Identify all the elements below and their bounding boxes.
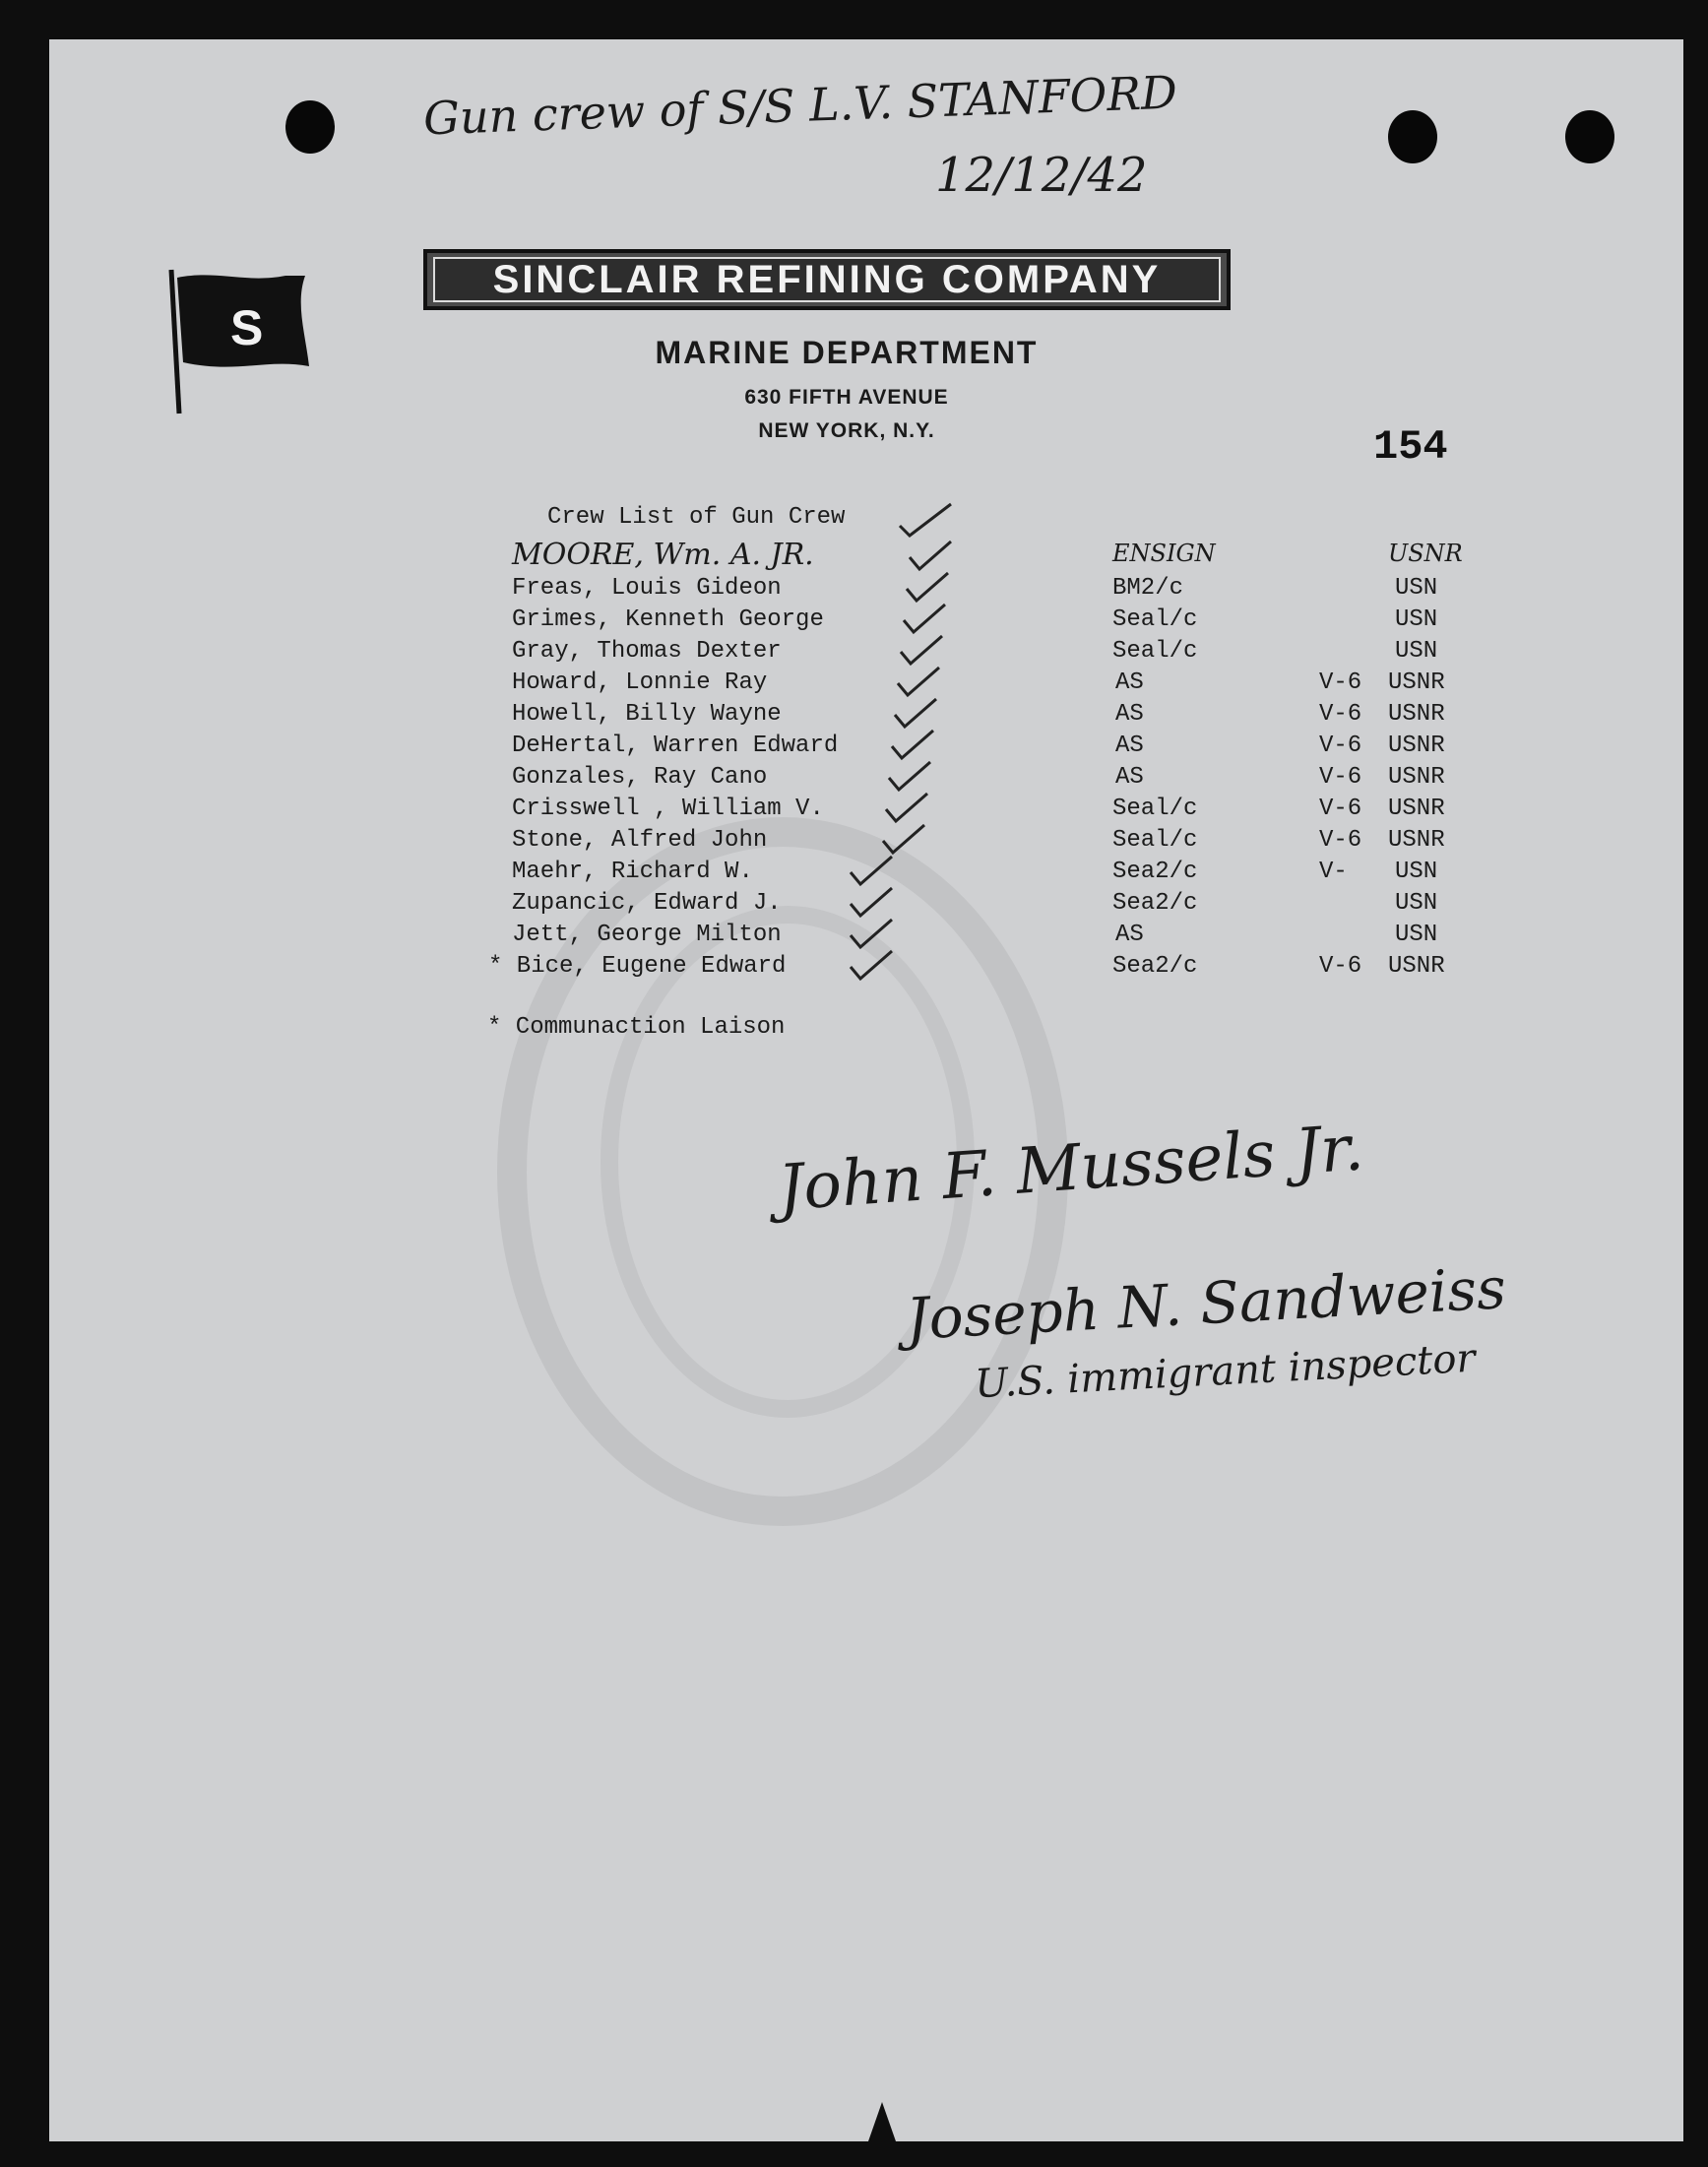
- crew-rate: Seal/c: [1112, 796, 1198, 822]
- signature-2: Joseph N. Sandweiss: [904, 1254, 1508, 1353]
- crew-unit: V-6: [1319, 669, 1362, 696]
- checkmark-icon: [847, 884, 896, 920]
- crew-name: Gonzales, Ray Cano: [512, 764, 768, 791]
- crew-service: USN: [1395, 859, 1438, 885]
- crew-service: USNR: [1388, 953, 1445, 980]
- checkmark-icon: [882, 790, 931, 825]
- checkmark-icon: [879, 821, 928, 857]
- punch-hole-right-1: [1388, 110, 1437, 163]
- crew-service: USN: [1395, 575, 1438, 602]
- crew-name: MOORE, Wm. A. JR.: [512, 538, 814, 572]
- crew-rate: Seal/c: [1112, 606, 1198, 633]
- checkmark-icon: [894, 664, 943, 699]
- crew-name: Stone, Alfred John: [512, 827, 768, 854]
- footnote: * Communaction Laison: [487, 1014, 786, 1041]
- checkmark-icon: [906, 538, 955, 573]
- crew-rate: Sea2/c: [1112, 953, 1198, 980]
- crew-name: Jett, George Milton: [512, 922, 782, 948]
- crew-rate: AS: [1115, 922, 1144, 948]
- crew-service: USNR: [1388, 540, 1463, 567]
- crew-unit: V-6: [1319, 701, 1362, 728]
- crew-name: Zupancic, Edward J.: [512, 890, 782, 917]
- punch-hole-right-2: [1565, 110, 1614, 163]
- crew-rate: AS: [1115, 733, 1144, 759]
- crew-service: USNR: [1388, 669, 1445, 696]
- address-line-1: 630 FIFTH AVENUE: [744, 386, 949, 409]
- crew-service: USNR: [1388, 827, 1445, 854]
- flag-icon: [158, 264, 354, 421]
- address-line-2: NEW YORK, N.Y.: [758, 419, 935, 442]
- crew-service: USNR: [1388, 733, 1445, 759]
- crew-name: Grimes, Kenneth George: [512, 606, 824, 633]
- checkmark-icon: [888, 727, 937, 762]
- signature-1: John F. Mussels Jr.: [776, 1112, 1366, 1226]
- punch-hole-left: [285, 100, 335, 154]
- handwritten-title: Gun crew of S/S L.V. STANFORD: [422, 65, 1178, 146]
- checkmark-icon: [903, 569, 952, 605]
- crew-unit: V-6: [1319, 953, 1362, 980]
- crew-unit: V-: [1319, 859, 1348, 885]
- crew-name: * Bice, Eugene Edward: [488, 953, 787, 980]
- crew-name: DeHertal, Warren Edward: [512, 733, 839, 759]
- crew-service: USN: [1395, 922, 1438, 948]
- checkmark-icon: [847, 853, 896, 888]
- list-title: Crew List of Gun Crew: [547, 504, 846, 531]
- crew-name: Crisswell , William V.: [512, 796, 824, 822]
- crew-name: Maehr, Richard W.: [512, 859, 753, 885]
- crew-rate: BM2/c: [1112, 575, 1184, 602]
- checkmark-icon: [900, 601, 949, 636]
- company-banner: [423, 249, 1231, 310]
- crew-rate: Seal/c: [1112, 827, 1198, 854]
- crew-name: Freas, Louis Gideon: [512, 575, 782, 602]
- department-name: MARINE DEPARTMENT: [655, 335, 1039, 370]
- signature-2-title: U.S. immigrant inspector: [974, 1335, 1477, 1408]
- checkmark-icon: [891, 695, 940, 731]
- crew-service: USNR: [1388, 796, 1445, 822]
- crew-rate: AS: [1115, 764, 1144, 791]
- page-number: 154: [1373, 423, 1448, 471]
- crew-service: USN: [1395, 638, 1438, 665]
- page-notch: [868, 2102, 896, 2141]
- crew-rate: Sea2/c: [1112, 890, 1198, 917]
- crew-unit: V-6: [1319, 796, 1362, 822]
- crew-service: USNR: [1388, 764, 1445, 791]
- crew-name: Howell, Billy Wayne: [512, 701, 782, 728]
- checkmark-icon: [847, 947, 896, 983]
- handwritten-date: 12/12/42: [935, 148, 1148, 203]
- crew-rate: AS: [1115, 701, 1144, 728]
- checkmark-icon: [885, 758, 934, 794]
- company-name: SINCLAIR REFINING COMPANY: [433, 257, 1221, 302]
- crew-rate: AS: [1115, 669, 1144, 696]
- checkmark-icon: [897, 632, 946, 668]
- crew-name: Gray, Thomas Dexter: [512, 638, 782, 665]
- crew-unit: V-6: [1319, 733, 1362, 759]
- crew-name: Howard, Lonnie Ray: [512, 669, 768, 696]
- crew-unit: V-6: [1319, 827, 1362, 854]
- checkmark-icon: [847, 916, 896, 951]
- crew-service: USNR: [1388, 701, 1445, 728]
- crew-unit: V-6: [1319, 764, 1362, 791]
- document-page: [49, 39, 1683, 2141]
- crew-service: USN: [1395, 890, 1438, 917]
- crew-rate: Seal/c: [1112, 638, 1198, 665]
- crew-rate: ENSIGN: [1112, 540, 1216, 567]
- crew-service: USN: [1395, 606, 1438, 633]
- crew-rate: Sea2/c: [1112, 859, 1198, 885]
- checkmark-icon: [896, 500, 955, 540]
- flag-letter: S: [230, 300, 264, 355]
